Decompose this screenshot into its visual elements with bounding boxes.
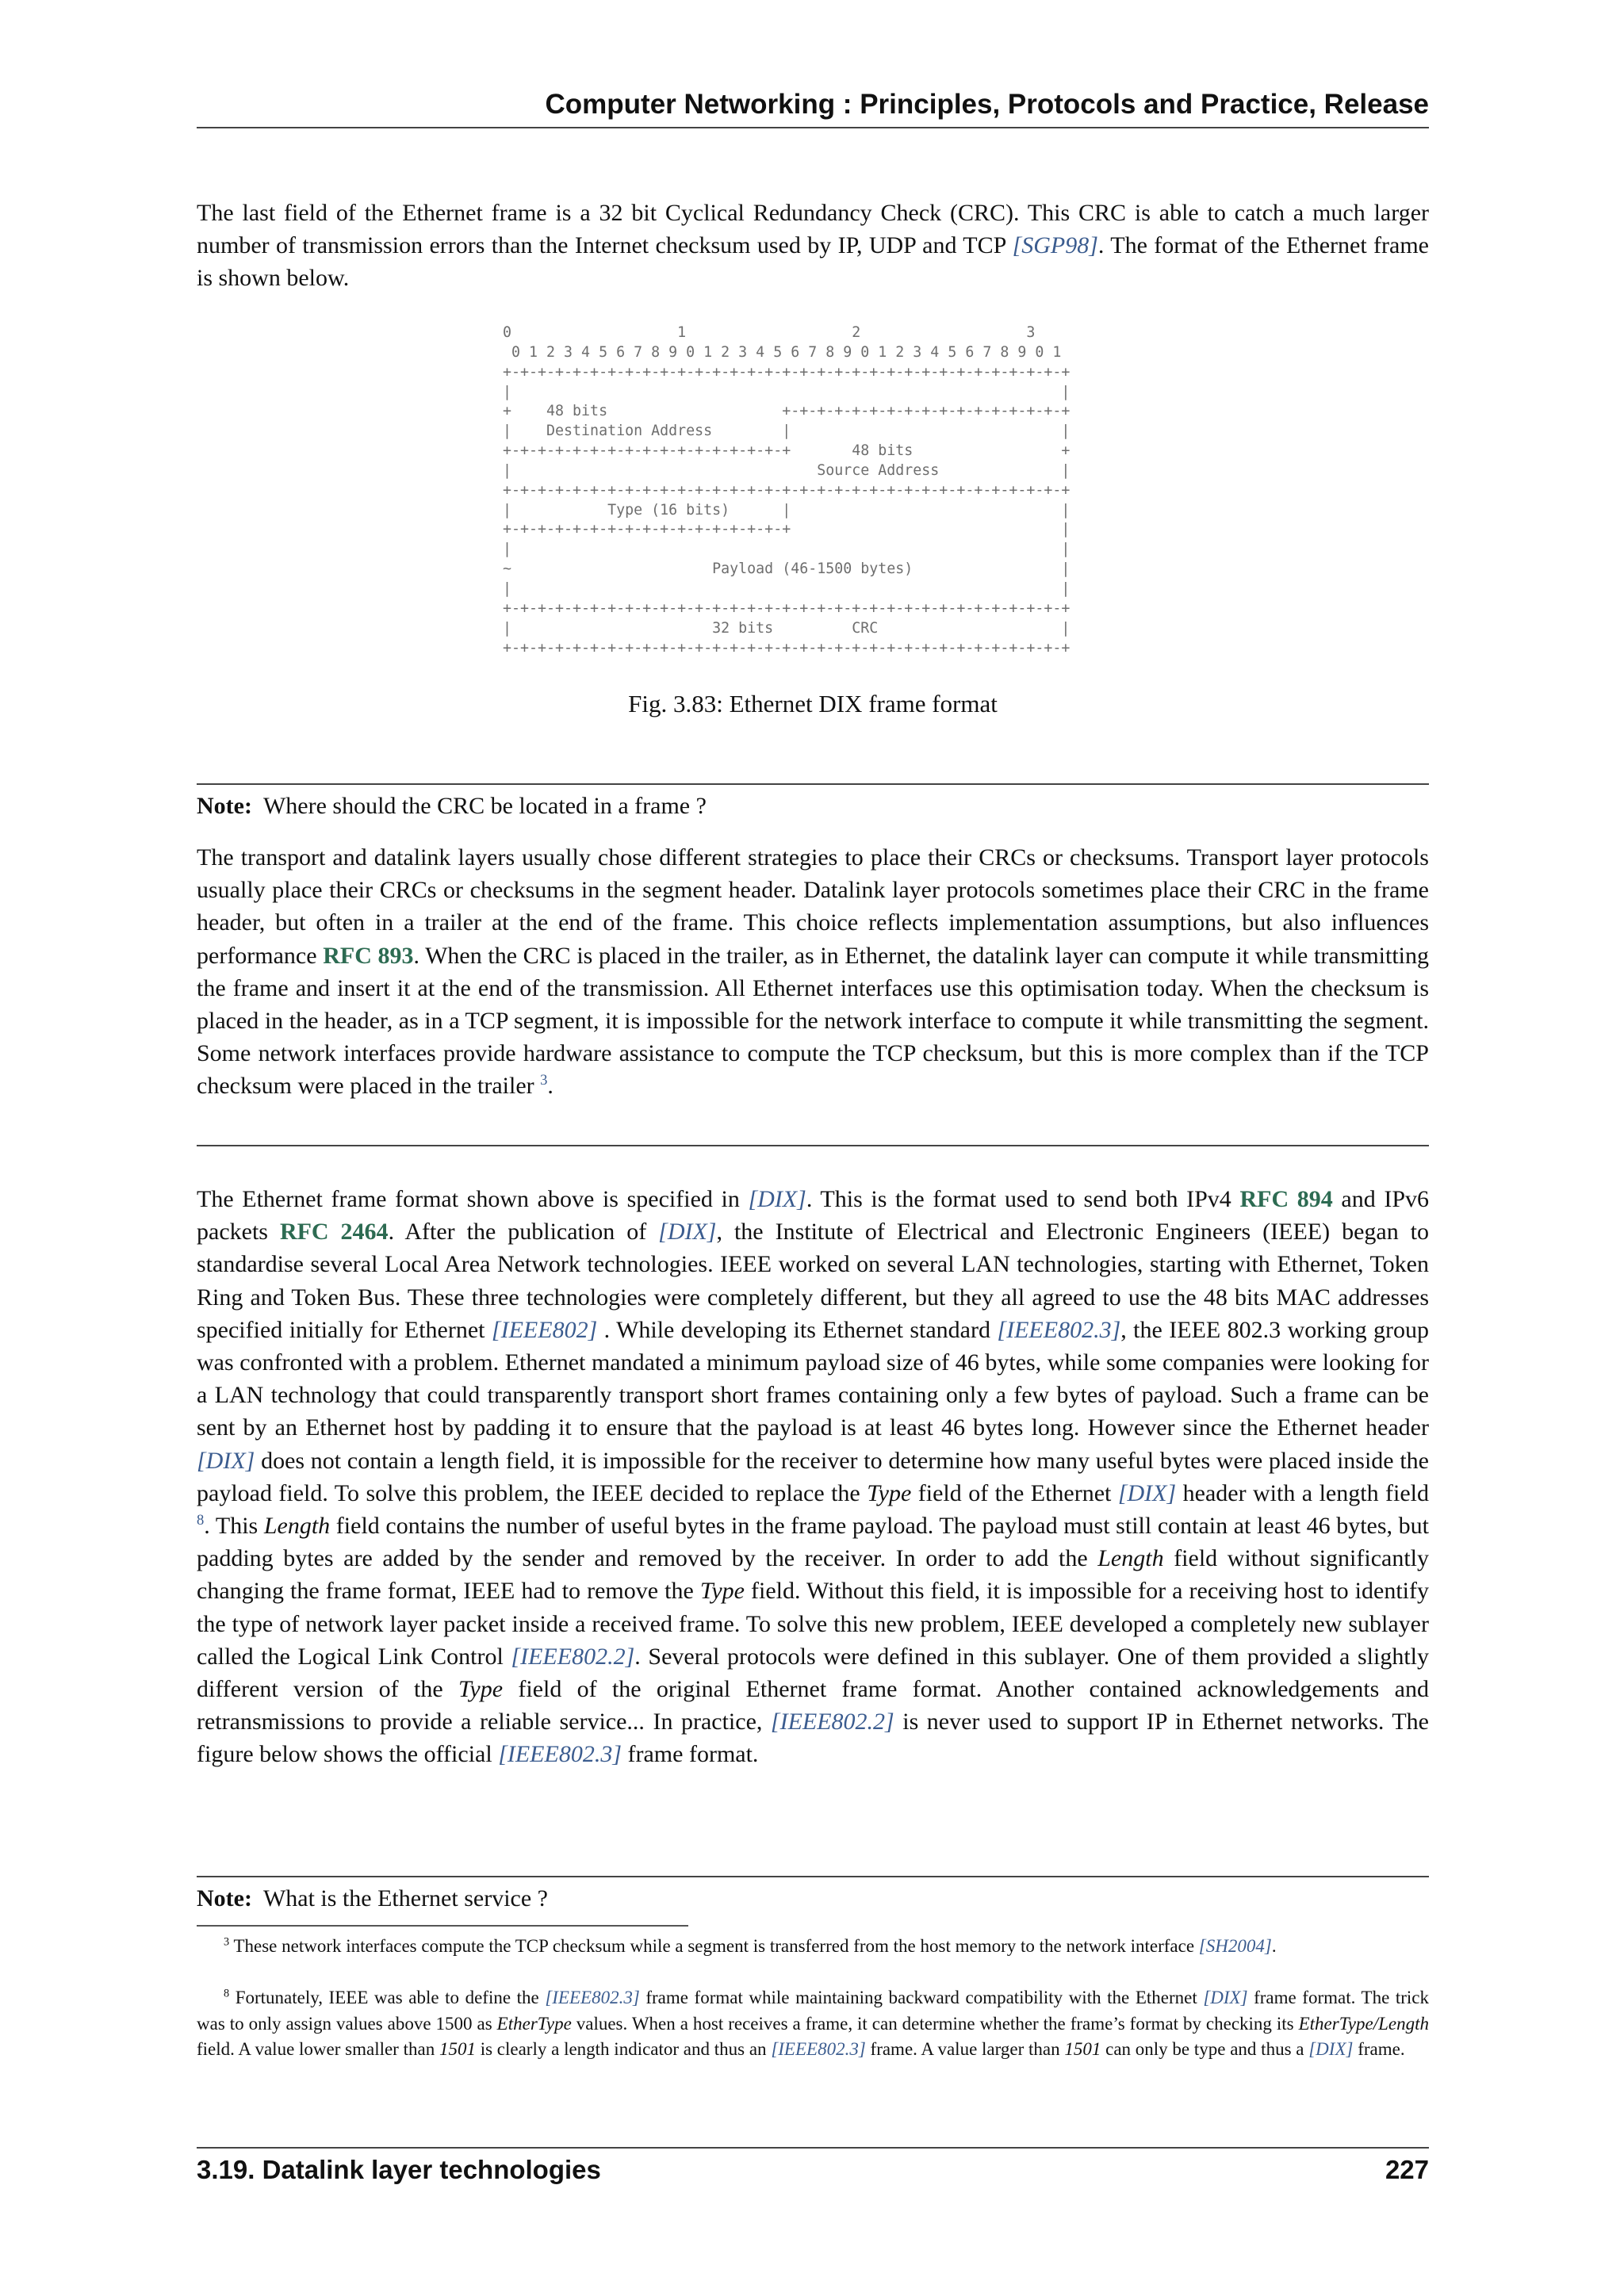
citation-link[interactable]: [IEEE802.3] bbox=[498, 1741, 622, 1768]
note-body: The transport and datalink layers usually chose different strategies to place their CRCs or checksums. Transport layer protocols usually place their CRCs or checksums in the segment header. Datalink layer protocols sometimes place their CRC in the frame header, but often in a trailer at the end of the frame. This choice reflects implementation assumptions, but also influences performance RFC 893. When the CRC is placed in the trailer, as in Ethernet, the datalink layer can compute it while transmitting the frame and insert it at the end of the transmission. All Ethernet interfaces use this optimisation today. When the checksum is placed in the header, as in a TCP segment, it is impossible for the network interface to compute it while transmitting the segment. Some network interfaces provide hardware assistance to compute the TCP checksum, but this is more complex than if the TCP checksum were placed in the trailer $^3$. bbox=[197, 844, 1430, 1100]
footer-section-title: 3.19. Datalink layer technologies bbox=[197, 2155, 601, 2184]
footnote-rule bbox=[197, 1925, 688, 1927]
running-header: Computer Networking : Principles, Protocols and Practice, Release bbox=[545, 89, 1429, 120]
citation-link[interactable]: [IEEE802.2] bbox=[511, 1643, 635, 1670]
figure-caption: Fig. 3.83: Ethernet DIX frame format bbox=[628, 690, 998, 718]
footer-rule bbox=[197, 2147, 1429, 2149]
footnote-ref[interactable]: 8 bbox=[197, 1512, 205, 1529]
citation-link[interactable]: [DIX] bbox=[1308, 2039, 1354, 2059]
note-bottom-rule bbox=[197, 1145, 1429, 1146]
rfc-link[interactable]: RFC 894 bbox=[1239, 1186, 1333, 1212]
note-label: Note: bbox=[197, 793, 252, 819]
ethernet-frame-diagram: 0 1 2 3 0 1 2 3 4 5 6 7 8 9 0 1 2 3 4 5 6 7 8 9 0 1 2 3 4 5 6 7 8 9 0 1 +-+-+-+-+-+-+-+-+-+-+-+-+-+-+-+-+-+-+-+-+-+-+-+-+-+-+-+-+-+-+-+-+ | | + 48 bits +-+-+-+-+-+-+-+-+-+-+-+-+-+-+-+-+ | Destination Address | | +-+-+-+-+-+-+-+-+-+-+-+-+-+-+-+-+ 48 bits + | Source Address | +-+-+-+-+-+-+-+-+-+-+-+-+-+-+-+-+-+-+-+-+-+-+-+-+-+-+-+-+-+-+-+-+ | Type (16 bits) | | +-+-+-+-+-+-+-+-+-+-+-+-+-+-+-+-+ | | | ~ Payload (46-1500 bytes) | | | +-+-+-+-+-+-+-+-+-+-+-+-+-+-+-+-+-+-+-+-+-+-+-+-+-+-+-+-+-+-+-+-+ | 32 bits CRC | +-+-+-+-+-+-+-+-+-+-+-+-+-+-+-+-+-+-+-+-+-+-+-+-+-+-+-+-+-+-+-+-+ bbox=[503, 324, 1071, 656]
rfc-link[interactable]: RFC 2464 bbox=[279, 1219, 389, 1246]
citation-link[interactable]: [DIX] bbox=[1117, 1479, 1177, 1506]
citation-link[interactable]: [DIX] bbox=[658, 1219, 717, 1246]
citation-link[interactable]: [SH2004] bbox=[1198, 1936, 1272, 1956]
citation-link[interactable]: [IEEE802.3] bbox=[771, 2039, 866, 2059]
citation-link[interactable]: [SGP98] bbox=[1012, 232, 1098, 259]
note-title: What is the Ethernet service ? bbox=[262, 1885, 548, 1911]
footnote-ref[interactable]: 3 bbox=[540, 1072, 548, 1089]
note-top-rule bbox=[197, 783, 1429, 785]
citation-link[interactable]: [IEEE802] bbox=[491, 1316, 598, 1343]
citation-link[interactable]: [DIX] bbox=[197, 1447, 255, 1474]
citation-link[interactable]: [DIX] bbox=[748, 1186, 806, 1212]
note-heading bbox=[197, 793, 707, 820]
citation-link[interactable]: [DIX] bbox=[1203, 1988, 1248, 2007]
intro-paragraph: The last field of the Ethernet frame is a 32 bit Cyclical Redundancy Check (CRC). This CRC is able to catch a much larger number of transmission errors than the Internet checksum used by IP, UDP and TCP [SGP98]. The format of the Ethernet frame is shown below. bbox=[197, 200, 1429, 292]
footnote-8: $^8$ Fortunately, IEEE was able to define the [IEEE802.3] frame format while maintaining backward compatibility with the Ethernet [DIX] frame format. The trick was to only assign values above 1500 as EtherType values. When a host receives a frame, it can determine whether the frame’s format by checking its EtherType/Length field. A value lower smaller than 1501 is clearly a length indicator and thus an [IEEE802.3] frame. A value larger than 1501 can only be type and thus a [DIX] frame. bbox=[197, 1987, 1429, 2059]
header-rule bbox=[197, 127, 1429, 128]
citation-link[interactable]: [IEEE802.3] bbox=[997, 1316, 1121, 1343]
main-paragraph: The Ethernet frame format shown above is specified in [DIX]. This is the format used to send both IPv4 RFC 894 and IPv6 packets RFC 2464. After the publication of [DIX], the Institute of Electrical and Electronic Engineers (IEEE) began to standardise several Local Area Network technologies. IEEE worked on several LAN technologies, starting with Ethernet, Token Ring and Token Bus. These three technologies were completely different, but they all agreed to use the 48 bits MAC addresses specified initially for Ethernet [IEEE802] . While developing its Ethernet standard [IEEE802.3], the IEEE 802.3 working group was confronted with a problem. Ethernet mandated a minimum payload size of 46 bytes, while some companies were looking for a LAN technology that could transparently transport short frames containing only a few bytes of payload. Such a frame can be sent by an Ethernet host by padding it to ensure that the payload is at least 46 bytes long. However since the Ethernet header [DIX] does not contain a length field, it is impossible for the receiver to determine how many useful bytes were placed inside the payload field. To solve this problem, the IEEE decided to replace the Type field of the Ethernet [DIX] header with a length field $^8$. This Length field contains the number of useful bytes in the frame payload. The payload must still contain at least 46 bytes, but padding bytes are added by the sender and removed by the receiver. In order to add the Length field without significantly changing the frame format, IEEE had to remove the Type field. Without this field, it is impossible for a receiving host to identify the type of network layer packet inside a received frame. To solve this new problem, IEEE developed a completely new sublayer called the Logical Link Control [IEEE802.2]. Several protocols were defined in this sublayer. One of them provided a slightly different version of the Type field of the original Ethernet frame format. Another contained acknowledgements and retransmissions to provide a reliable service... In practice, [IEEE802.2] is never used to support IP in Ethernet networks. The figure below shows the official [IEEE802.3] frame format. bbox=[197, 1186, 1430, 1768]
footnote-3: $^3$ These network interfaces compute the TCP checksum while a segment is transferred from the host memory to the network interface [SH2004]. bbox=[224, 1935, 1277, 1956]
rfc-link[interactable]: RFC 893 bbox=[323, 942, 414, 969]
citation-link[interactable]: [IEEE802.2] bbox=[770, 1709, 894, 1735]
note2-heading bbox=[197, 1885, 548, 1912]
page-number: 227 bbox=[1385, 2155, 1429, 2184]
note-title: Where should the CRC be located in a frame ? bbox=[262, 793, 707, 819]
note2-top-rule bbox=[197, 1876, 1429, 1877]
document-page bbox=[197, 0, 1429, 2296]
note-label: Note: bbox=[197, 1885, 252, 1911]
citation-link[interactable]: [IEEE802.3] bbox=[545, 1988, 640, 2007]
